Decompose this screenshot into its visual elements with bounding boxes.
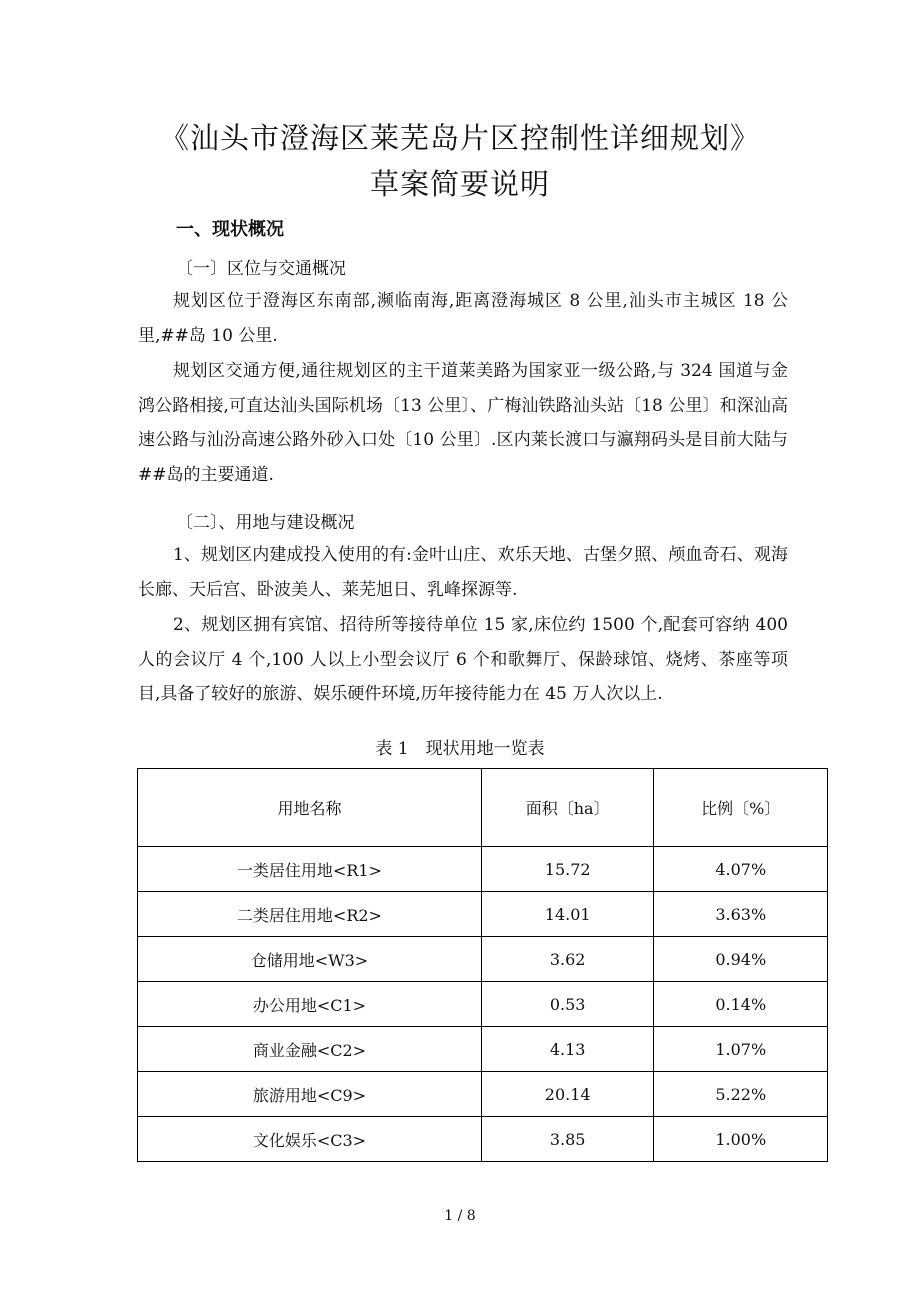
cell-ratio: 1.07% bbox=[654, 1027, 828, 1072]
cell-area: 20.14 bbox=[481, 1072, 654, 1117]
table-caption: 表 1 现状用地一览表 bbox=[375, 739, 545, 759]
paragraph-transport: 规划区交通方便,通往规划区的主干道莱美路为国家亚一级公路,与 324 国道与金鸿公路相接,可直达汕头国际机场〔13 公里〕、广梅汕铁路汕头站〔18 公里〕和深汕高速公路与汕汾高速公路外砂入口处〔10 公里〕.区内莱长渡口与瀛翔码头是目前大陆与##岛的主要通道. bbox=[138, 361, 788, 485]
table-header-row bbox=[138, 769, 828, 847]
cell-area: 4.13 bbox=[481, 1027, 654, 1072]
landuse-table bbox=[137, 768, 828, 1162]
column-header-ratio: 比例〔%〕 bbox=[654, 769, 828, 847]
table-row bbox=[138, 1117, 828, 1162]
paragraph-location: 规划区位于澄海区东南部,濒临南海,距离澄海城区 8 公里,汕头市主城区 18 公里,##岛 10 公里. bbox=[138, 291, 788, 346]
paragraph-facilities: 1、规划区内建成投入使用的有:金叶山庄、欢乐天地、古堡夕照、颅血奇石、观海长廊、天后宫、卧波美人、莱芜旭日、乳峰探源等. bbox=[138, 545, 788, 600]
table-row bbox=[138, 1027, 828, 1072]
column-header-name: 用地名称 bbox=[138, 769, 482, 847]
cell-area: 0.53 bbox=[481, 982, 654, 1027]
page-number: 1 / 8 bbox=[444, 1208, 476, 1224]
subsection-heading-landuse: 〔二〕、用地与建设概况 bbox=[176, 513, 355, 533]
cell-ratio: 0.14% bbox=[654, 982, 828, 1027]
cell-area: 14.01 bbox=[481, 892, 654, 937]
table-row bbox=[138, 982, 828, 1027]
paragraph-capacity: 2、规划区拥有宾馆、招待所等接待单位 15 家,床位约 1500 个,配套可容纳 400 人的会议厅 4 个,100 人以上小型会议厅 6 个和歌舞厅、保龄球馆、烧烤、茶座等项目,具备了较好的旅游、娱乐硬件环境,历年接待能力在 45 万人次以上. bbox=[138, 615, 788, 704]
cell-name: 二类居住用地<R2> bbox=[138, 892, 482, 937]
cell-name: 办公用地<C1> bbox=[138, 982, 482, 1027]
cell-area: 3.62 bbox=[481, 937, 654, 982]
cell-area: 15.72 bbox=[481, 847, 654, 892]
document-title: 《汕头市澄海区莱芜岛片区控制性详细规划》 bbox=[159, 121, 760, 155]
section-heading: 一、现状概况 bbox=[176, 219, 284, 240]
cell-name: 文化娱乐<C3> bbox=[138, 1117, 482, 1162]
subsection-heading-location: 〔一〕区位与交通概况 bbox=[176, 259, 346, 279]
column-header-area: 面积〔ha〕 bbox=[481, 769, 654, 847]
cell-name: 一类居住用地<R1> bbox=[138, 847, 482, 892]
cell-area: 3.85 bbox=[481, 1117, 654, 1162]
cell-name: 仓储用地<W3> bbox=[138, 937, 482, 982]
cell-ratio: 3.63% bbox=[654, 892, 828, 937]
table-row bbox=[138, 847, 828, 892]
cell-name: 商业金融<C2> bbox=[138, 1027, 482, 1072]
table-row bbox=[138, 1072, 828, 1117]
document-subtitle: 草案简要说明 bbox=[369, 167, 550, 201]
cell-ratio: 5.22% bbox=[654, 1072, 828, 1117]
cell-name: 旅游用地<C9> bbox=[138, 1072, 482, 1117]
cell-ratio: 0.94% bbox=[654, 937, 828, 982]
cell-ratio: 1.00% bbox=[654, 1117, 828, 1162]
cell-ratio: 4.07% bbox=[654, 847, 828, 892]
table-row bbox=[138, 892, 828, 937]
table-row bbox=[138, 937, 828, 982]
